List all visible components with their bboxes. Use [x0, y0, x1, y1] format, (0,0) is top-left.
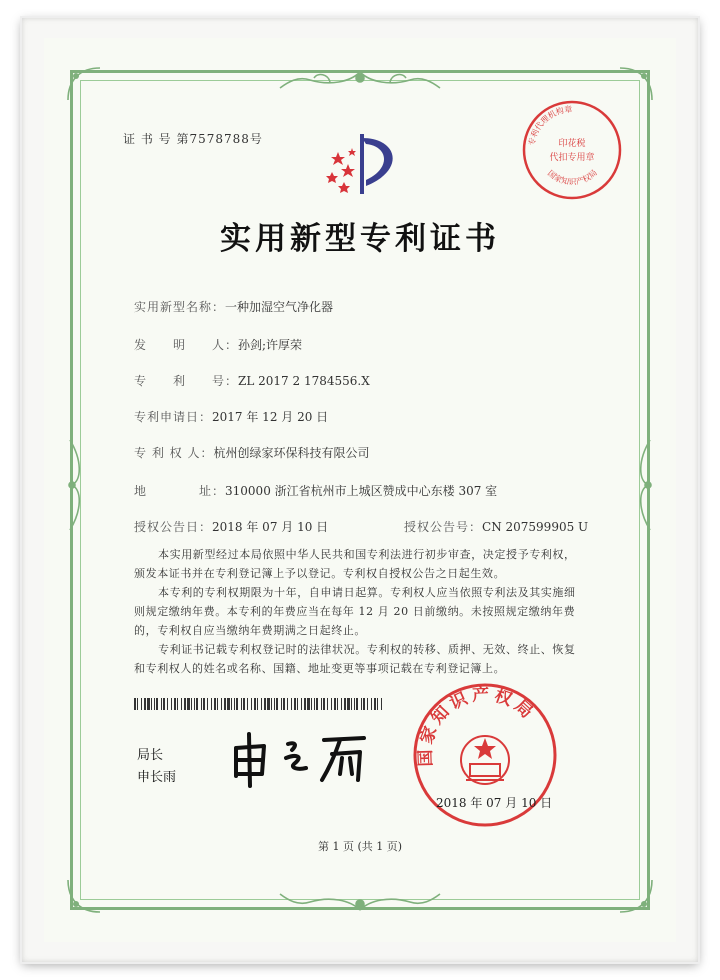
seal-date: 2018 年 07 月 10 日 — [436, 796, 553, 810]
field-value: 杭州创绿家环保科技有限公司 — [213, 446, 370, 460]
body-paragraph: 专利证书记载专利权登记时的法律状况。专利权的转移、质押、无效、终止、恢复和专利权人的姓名或名称、国籍、地址变更等事项记载在专利登记簿上。 — [134, 643, 576, 675]
field-address — [134, 482, 497, 499]
field-label: 授权公告号： — [404, 520, 483, 534]
director-name: 申长雨 — [137, 770, 177, 785]
field-value: 2018 年 07 月 10 日 — [212, 520, 329, 534]
corner-ornament-icon — [66, 878, 102, 914]
field-value: 2017 年 12 月 20 日 — [212, 410, 329, 424]
field-value: CN 207599905 U — [482, 520, 589, 534]
field-label: 专利申请日： — [134, 410, 213, 424]
field-patentee — [134, 444, 369, 461]
field-patent-number — [134, 372, 370, 389]
seal-top-bottom-text: 国家知识产权局 — [545, 168, 599, 187]
patent-office-logo-icon — [318, 130, 408, 198]
field-label: 发 明 人： — [134, 338, 239, 352]
field-filing-date — [134, 408, 328, 425]
seal-top-arc-text: 专利代理机构章 — [527, 104, 573, 147]
field-label: 专 利 号： — [134, 374, 239, 388]
field-value: ZL 2017 2 1784556.X — [238, 374, 370, 388]
bottom-ornament-icon — [270, 884, 450, 914]
corner-ornament-icon — [618, 66, 654, 102]
seal-top-line2: 代扣专用章 — [549, 153, 595, 163]
barcode-icon — [134, 698, 382, 710]
tax-stamp-seal-icon — [520, 98, 624, 202]
corner-ornament-icon — [618, 878, 654, 914]
director-signature — [228, 730, 388, 788]
field-grant-date — [134, 518, 328, 535]
right-ornament-icon — [632, 430, 656, 540]
field-value: 310000 浙江省杭州市上城区赞成中心东楼 307 室 — [225, 484, 498, 498]
field-value: 一种加湿空气净化器 — [225, 300, 334, 314]
page-number: 第 1 页 (共 1 页) — [317, 840, 403, 853]
corner-ornament-icon — [66, 66, 102, 102]
certificate-title: 实用新型专利证书 — [220, 221, 500, 257]
svg-text:国家知识产权局 — [546, 168, 599, 186]
body-paragraph: 本专利的专利权期限为十年，自申请日起算。专利权人应当依照专利法及其实施细则规定缴纳年费。本专利的年费应当在每年 12 月 20 日前缴纳。未按照规定缴纳年费的，专利权自应当缴纳年费期满之日起终止。 — [134, 586, 576, 637]
field-label: 授权公告日： — [134, 520, 213, 534]
field-label: 专 利 权 人： — [134, 446, 214, 460]
certificate-number: 证 书 号 第7578788号 — [123, 132, 263, 146]
seal-arc-text: 国家知识产权局 — [415, 684, 540, 767]
field-value: 孙剑;许厚荣 — [238, 338, 303, 352]
seal-top-line1: 印花税 — [558, 139, 586, 149]
field-utility-model-name — [134, 298, 333, 315]
left-ornament-icon — [64, 430, 88, 540]
field-label: 实用新型名称： — [134, 300, 226, 314]
field-grant-number — [404, 518, 588, 535]
body-paragraph: 本实用新型经过本局依照中华人民共和国专利法进行初步审查，决定授予专利权，颁发本证书并在专利登记簿上予以登记。专利权自授权公告之日起生效。 — [134, 548, 576, 580]
director-title: 局长 — [137, 748, 164, 763]
top-ornament-icon — [270, 68, 450, 98]
field-label: 地 址： — [134, 484, 226, 498]
field-inventor — [134, 336, 302, 353]
